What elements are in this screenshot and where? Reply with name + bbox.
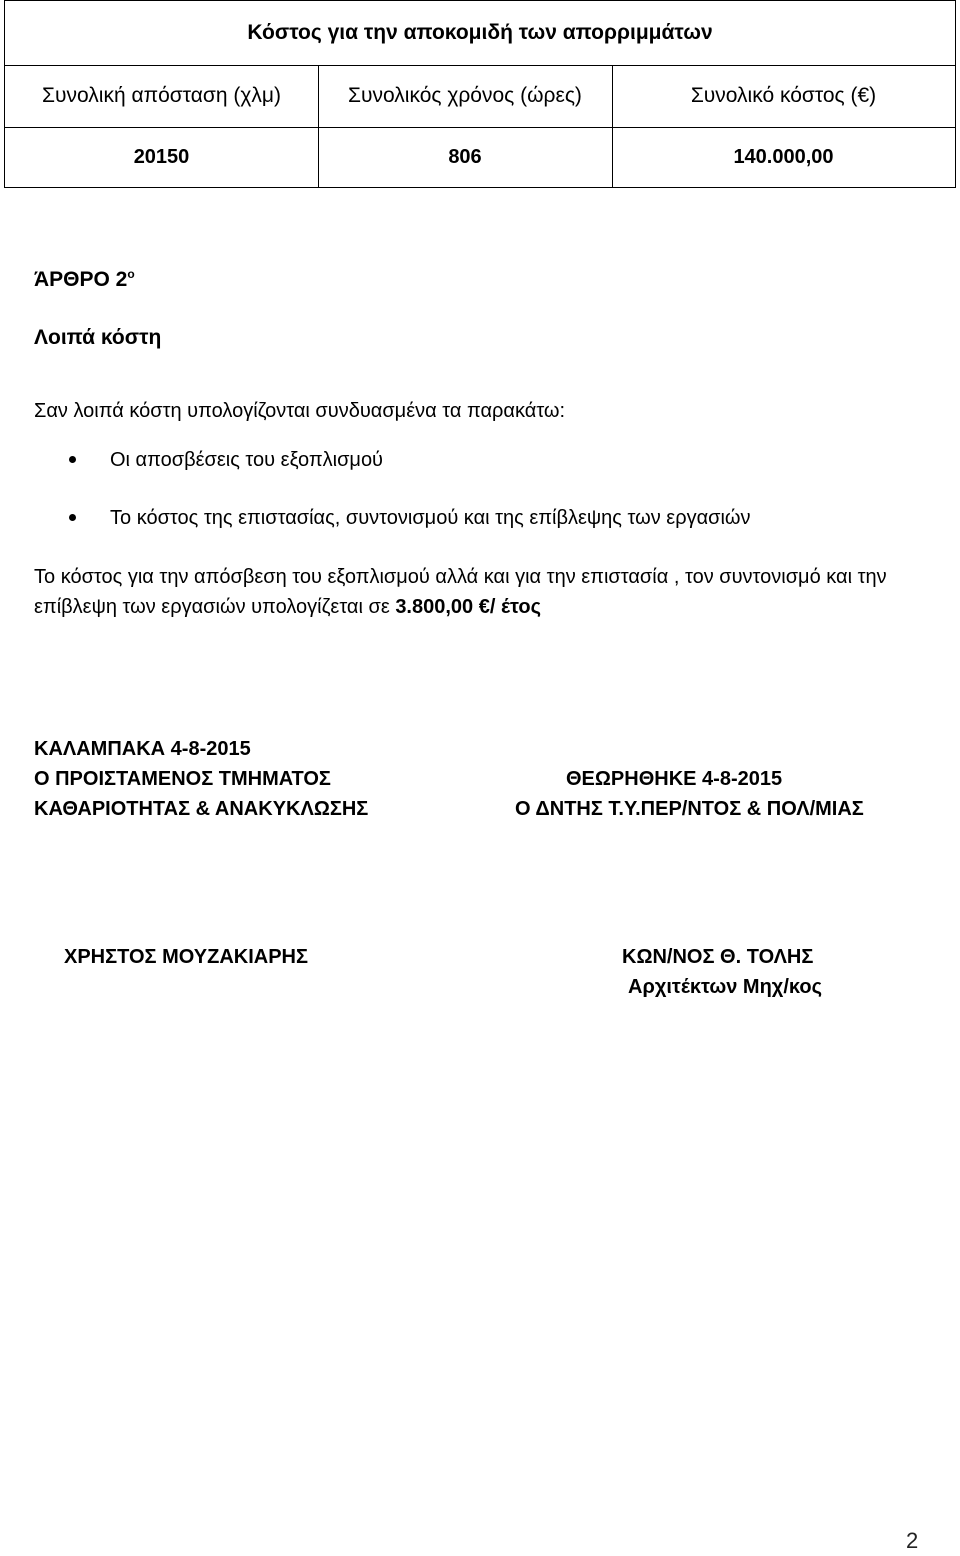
- value-total-cost: 140.000,00: [733, 145, 834, 168]
- cost-paragraph: [34, 562, 934, 622]
- table-values-row: [5, 127, 955, 187]
- article-heading: [34, 268, 135, 292]
- cost-amount: 3.800,00 €/ έτος: [395, 596, 541, 618]
- header-total-cost: Συνολικό κόστος (€): [690, 84, 877, 107]
- value-total-distance: 20150: [5, 127, 319, 187]
- intro-text: Σαν λοιπά κόστη υπολογίζονται συνδυασμένα τα παρακάτω:: [34, 400, 566, 422]
- table-title: Κόστος για την αποκομιδή των απορριμμάτων: [247, 21, 713, 44]
- article-heading-ordinal: ο: [127, 267, 135, 281]
- table-header-row: [5, 65, 955, 128]
- cost-items-list: [68, 448, 751, 564]
- right-approval-title-2: Ο ΔΝΤΗΣ Τ.Υ.ΠΕΡ/ΝΤΟΣ & ΠΟΛ/ΜΙΑΣ: [515, 798, 864, 820]
- article-heading-text: ΆΡΘΡΟ 2: [34, 268, 128, 291]
- right-signatory-role: Αρχιτέκτων Μηχ/κος: [628, 976, 822, 998]
- table-title-row: [5, 1, 955, 66]
- header-total-distance: Συνολική απόσταση (χλμ): [5, 65, 319, 127]
- list-item: Οι αποσβέσεις του εξοπλισμού: [68, 448, 751, 506]
- left-signatory-title-2: ΚΑΘΑΡΙΟΤΗΤΑΣ & ΑΝΑΚΥΚΛΩΣΗΣ: [34, 798, 369, 820]
- right-approval-title-1: ΘΕΩΡΗΘΗΚΕ 4-8-2015: [566, 768, 783, 790]
- article-subtitle: Λοιπά κόστη: [34, 326, 162, 349]
- header-total-time: Συνολικός χρόνος (ώρες): [318, 65, 613, 127]
- cost-table: [4, 0, 956, 188]
- left-signatory-title-1: Ο ΠΡΟΙΣΤΑΜΕΝΟΣ ΤΜΗΜΑΤΟΣ: [34, 768, 331, 790]
- cost-paragraph-text: Το κόστος για την απόσβεση του εξοπλισμού αλλά και για την επιστασία , τον συντονισμό και την επίβλεψη των εργασιών υπολογίζεται σε: [34, 566, 887, 618]
- left-signatory-name: ΧΡΗΣΤΟΣ ΜΟΥΖΑΚΙΑΡΗΣ: [64, 946, 308, 968]
- right-signatory-name: ΚΩΝ/ΝΟΣ Θ. ΤΟΛΗΣ: [622, 946, 814, 968]
- page-number: 2: [906, 1528, 919, 1553]
- place-date: ΚΑΛΑΜΠΑΚΑ 4-8-2015: [34, 738, 251, 760]
- list-item: Το κόστος της επιστασίας, συντονισμού και της επίβλεψης των εργασιών: [68, 506, 751, 564]
- value-total-time: 806: [318, 127, 613, 187]
